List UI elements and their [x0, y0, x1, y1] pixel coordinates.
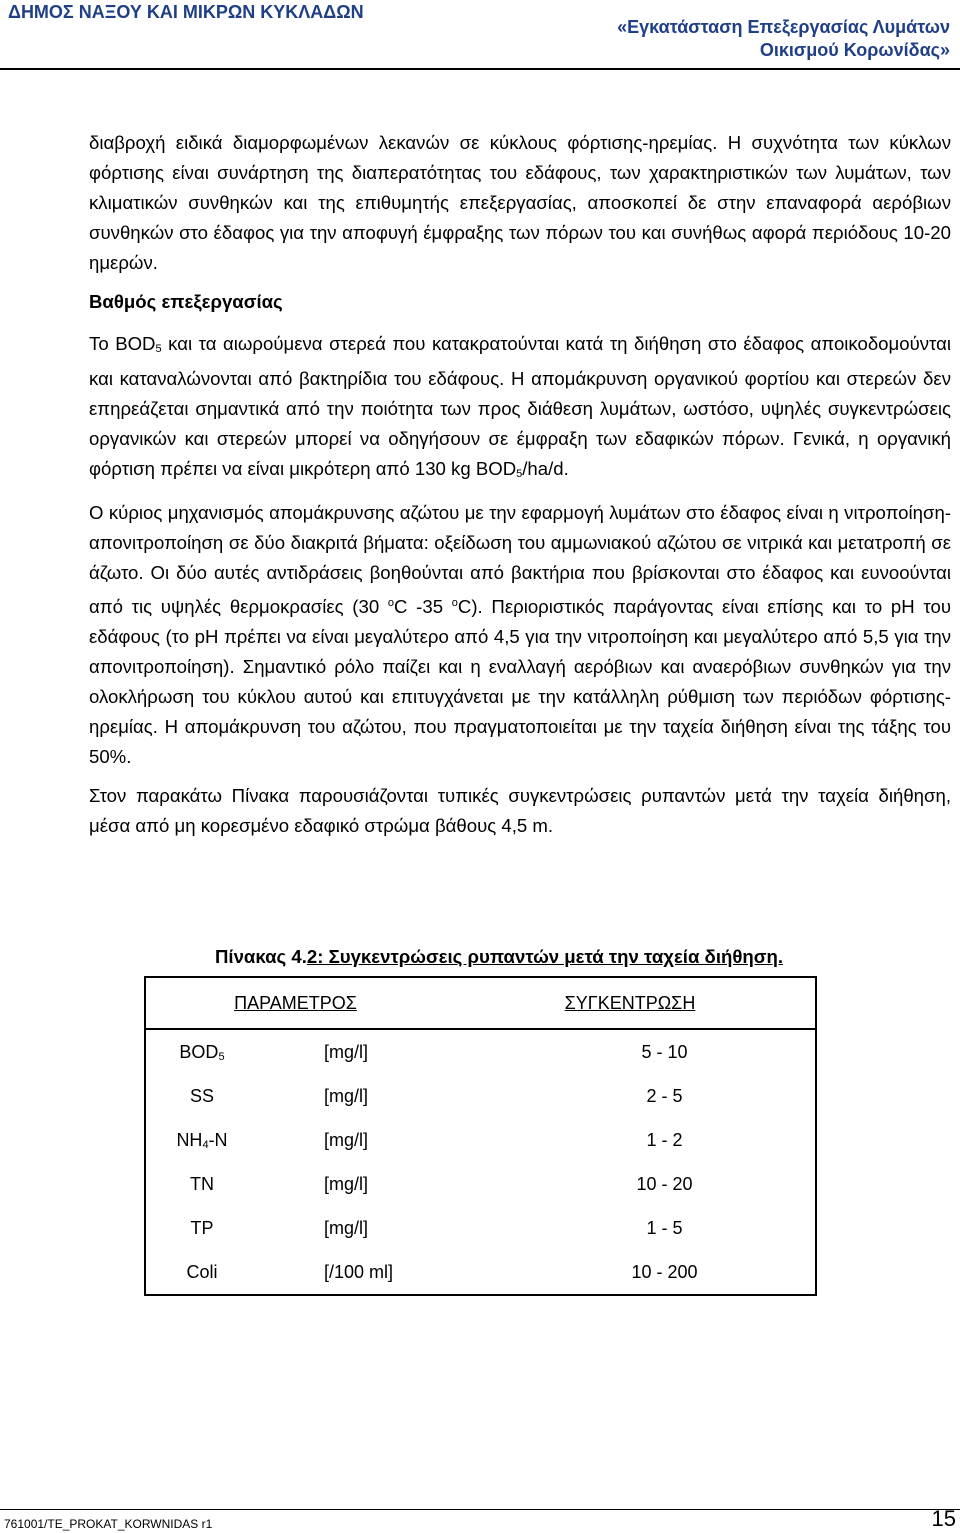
section-heading-treatment-degree: Βαθμός επεξεργασίας	[89, 291, 283, 312]
cell-concentration: 1 - 2	[646, 1129, 683, 1150]
cell-unit: [mg/l]	[324, 1041, 369, 1062]
table-caption-label: Πίνακας 4.	[215, 946, 307, 967]
cell-parameter	[145, 1029, 258, 1074]
paragraph-loading-cycles: διαβροχή ειδικά διαμορφωμένων λεκανών σε κύκλους φόρτισης-ηρεμίας. Η συχνότητα των κύκλων φόρτισης είναι συνάρτηση της διαπερατότητας του εδάφους, των χαρακτηριστικών των λυμάτων, των κλιματικών συνθηκών και της επιθυμητής επεξεργασίας, αποσκοπεί δε στην επαναφορά αερόβιων συνθηκών στο έδαφος για την αποφυγή έμφραξης των πόρων του και συνήθως αφορά περιόδους 10-20 ημερών.	[89, 132, 951, 273]
header-project-line1: «Εγκατάσταση Επεξεργασίας Λυμάτων	[617, 17, 950, 37]
p3-sup-2: o	[451, 597, 458, 609]
paragraph-table-intro: Στον παρακάτω Πίνακα παρουσιάζονται τυπικές συγκεντρώσεις ρυπαντών μετά την ταχεία διήθηση, μέσα από μη κορεσμένο εδαφικό στρώμα βάθους 4,5 m.	[89, 785, 951, 836]
paragraph-nitrogen-removal	[89, 498, 951, 772]
p3-text-b: C -35	[394, 596, 452, 617]
paragraph-bod-removal	[89, 329, 951, 489]
parameter-suffix: -N	[208, 1129, 228, 1150]
parameter-subscript: 5	[218, 1050, 225, 1063]
cell-unit: [/100 ml]	[324, 1261, 394, 1282]
table-header-row	[145, 977, 816, 1029]
cell-concentration: 5 - 10	[641, 1041, 688, 1062]
header-project-line2: Οικισμού Κορωνίδας»	[759, 40, 950, 60]
parameter-name: Coli	[186, 1261, 218, 1282]
p2-text-a: Το BOD	[89, 333, 156, 354]
header-municipality: ΔΗΜΟΣ ΝΑΞΟΥ ΚΑΙ ΜΙΚΡΩΝ ΚΥΚΛΑΔΩΝ	[8, 2, 364, 22]
parameter-name: TP	[190, 1217, 214, 1238]
cell-concentration: 2 - 5	[646, 1085, 683, 1106]
document-body	[89, 128, 951, 850]
column-header-concentration: ΣΥΓΚΕΝΤΡΩΣΗ	[564, 992, 696, 1013]
p2-text-c: /ha/d.	[522, 458, 569, 479]
table-row	[145, 1029, 816, 1074]
cell-unit: [mg/l]	[324, 1085, 369, 1106]
table-row	[145, 1250, 816, 1295]
table-row	[145, 1118, 816, 1162]
table-row	[145, 1074, 816, 1118]
cell-parameter	[145, 1250, 258, 1295]
p2-sub-2: 5	[516, 468, 523, 480]
footer-divider	[0, 1509, 960, 1510]
parameter-name: BOD	[179, 1041, 219, 1062]
table-caption	[215, 946, 783, 968]
cell-parameter	[145, 1206, 258, 1250]
parameter-name: TN	[190, 1173, 214, 1194]
p3-sup-1: o	[387, 597, 395, 609]
cell-parameter	[145, 1118, 258, 1162]
parameter-subscript: 4	[202, 1138, 209, 1151]
cell-unit: [mg/l]	[324, 1217, 369, 1238]
cell-unit: [mg/l]	[324, 1129, 369, 1150]
footer-document-id: 761001/TE_PROKAT_KORWNIDAS r1	[4, 1517, 213, 1531]
column-header-parameter: ΠΑΡΑΜΕΤΡΟΣ	[234, 992, 357, 1013]
cell-concentration: 10 - 200	[631, 1261, 698, 1282]
table-row	[145, 1206, 816, 1250]
cell-parameter	[145, 1162, 258, 1206]
cell-concentration: 10 - 20	[636, 1173, 693, 1194]
parameter-name: NH	[176, 1129, 203, 1150]
parameter-name: SS	[189, 1085, 214, 1106]
pollutant-table	[144, 976, 817, 1296]
cell-concentration: 1 - 5	[646, 1217, 683, 1238]
footer-page-number: 15	[931, 1506, 956, 1531]
p3-text-c: C). Περιοριστικός παράγοντας είναι επίσης και το pH του εδάφους (το pH πρέπει να είναι μεγαλύτερο από 4,5 για την νιτροποίηση και μεγαλύτερο από 5,5 για την απονιτροποίηση). Σημαντικό ρόλο παίζει και η εναλλαγή αερόβιων και αναερόβιων συνθηκών για την ολοκλήρωση του κύκλου αυτού και επιτυγχάνεται με την κατάλληλη ρύθμιση των περιόδων φόρτισης-ηρεμίας. Η απομάκρυνση του αζώτου, που πραγματοποιείται με την ταχεία διήθηση είναι της τάξης του 50%.	[89, 596, 951, 767]
p3-text-a: Ο κύριος μηχανισμός απομάκρυνσης αζώτου με την εφαρμογή λυμάτων στο έδαφος είναι η νιτροποίηση-απονιτροποίηση σε δύο διακριτά βήματα: οξείδωση του αμμωνιακού αζώτου σε νιτρικά και μετατροπή σε άζωτο. Οι δύο αυτές αντιδράσεις βοηθούνται από βακτήρια που βρίσκονται στο έδαφος και ευνοούνται από τις υψηλές θερμοκρασίες (30	[89, 502, 951, 617]
header-divider	[0, 68, 960, 70]
p2-sub-1: 5	[155, 343, 162, 355]
table-row	[145, 1162, 816, 1206]
header-project-title	[617, 16, 950, 62]
cell-parameter	[145, 1074, 258, 1118]
cell-unit: [mg/l]	[324, 1173, 369, 1194]
table-caption-text: 2: Συγκεντρώσεις ρυπαντών μετά την ταχεία διήθηση.	[306, 946, 784, 967]
p2-text-b: και τα αιωρούμενα στερεά που κατακρατούνται κατά τη διήθηση στο έδαφος αποικοδομούνται και καταναλώνονται από βακτηρίδια του εδάφους. Η απομάκρυνση οργανικού φορτίου και στερεών δεν επηρεάζεται σημαντικά από την ποιότητα των προς διάθεση λυμάτων, ωστόσο, υψηλές συγκεντρώσεις οργανικών και στερεών μπορεί να οδηγήσουν σε έμφραξη των εδαφικών πόρων. Γενικά, η οργανική φόρτιση πρέπει να είναι μικρότερη από 130 kg BOD	[89, 333, 951, 479]
